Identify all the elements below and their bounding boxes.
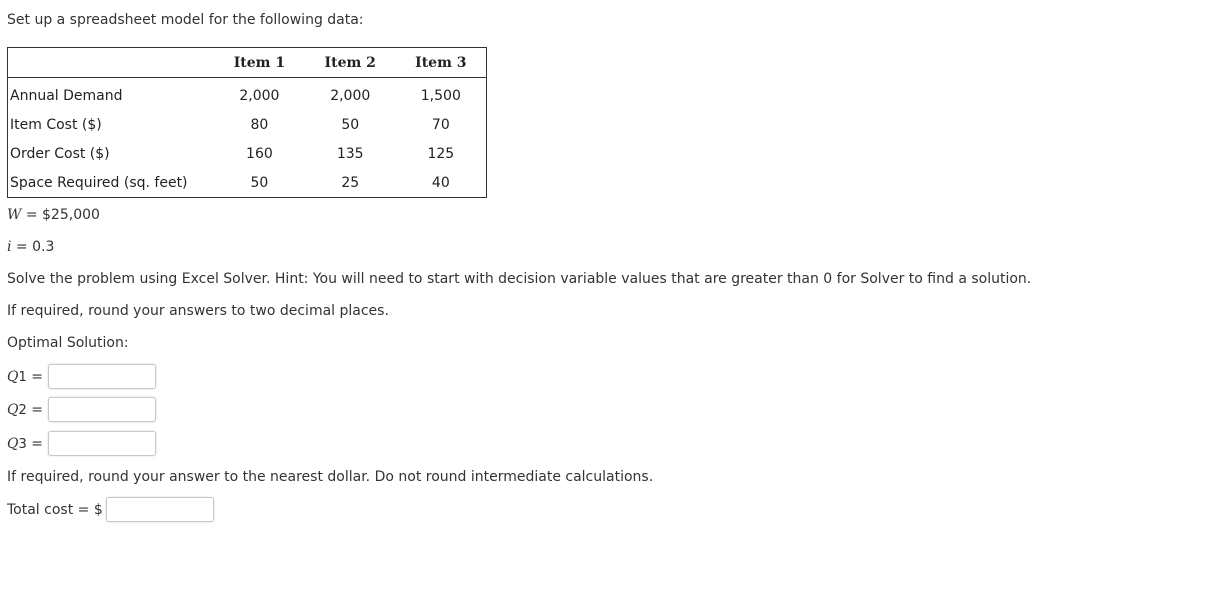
intro-text: Set up a spreadsheet model for the following data: [7,12,364,28]
row-label: Item Cost ($) [10,116,102,133]
w-value: = $25,000 [21,207,100,223]
q3-variable: Q [7,436,19,452]
optimal-solution-label: Optimal Solution: [7,335,129,351]
table-cell: 80 [250,116,269,133]
table-cell: 135 [336,145,364,162]
w-variable: W [7,207,22,223]
q3-input[interactable] [48,431,156,456]
table-row [8,110,487,139]
dollar-rounding-instruction: If required, round your answer to the nearest dollar. Do not round intermediate calculations. [7,469,654,485]
row-label: Annual Demand [10,87,123,104]
total-cost-label: Total cost = $ [7,502,103,518]
table-header-row [8,48,487,78]
table-header-blank [8,48,215,78]
table-header-item-1: Item 1 [214,48,305,78]
given-i [7,239,54,255]
q2-variable: Q [7,402,19,418]
table-cell: 125 [427,145,455,162]
table-row [8,168,487,198]
table-cell: 25 [341,174,360,191]
given-w [7,207,100,223]
table-header-item-2: Item 2 [305,48,396,78]
table-cell: 2,000 [330,87,371,104]
table-cell: 50 [341,116,360,133]
q2-input[interactable] [48,397,156,422]
table-row [8,78,487,111]
table-cell: 40 [431,174,450,191]
q1-label [7,369,43,385]
row-label: Space Required (sq. feet) [10,174,188,191]
q3-equals: = [26,436,43,452]
table-cell: 1,500 [420,87,461,104]
q2-equals: = [26,402,43,418]
i-value: = 0.3 [11,239,55,255]
total-cost-input[interactable] [106,497,214,522]
table-cell: 160 [246,145,273,162]
q2-subscript: 2 [18,403,27,418]
q1-subscript: 1 [18,370,27,385]
rounding-instruction: If required, round your answers to two decimal places. [7,303,389,319]
table-header-item-3: Item 3 [396,48,487,78]
table-row [8,139,487,168]
q3-label [7,436,43,452]
q1-variable: Q [7,369,19,385]
table-cell: 2,000 [239,87,280,104]
q3-subscript: 3 [18,437,27,452]
q1-input[interactable] [48,364,156,389]
i-variable: i [7,239,12,255]
row-label: Order Cost ($) [10,145,110,162]
data-table [7,47,487,198]
table-cell: 50 [250,174,269,191]
solver-instruction: Solve the problem using Excel Solver. Hint: You will need to start with decision variable values that are greater than 0 for Solver to find a solution. [7,271,1032,287]
q2-label [7,402,43,418]
table-cell: 70 [431,116,450,133]
q1-equals: = [26,369,43,385]
